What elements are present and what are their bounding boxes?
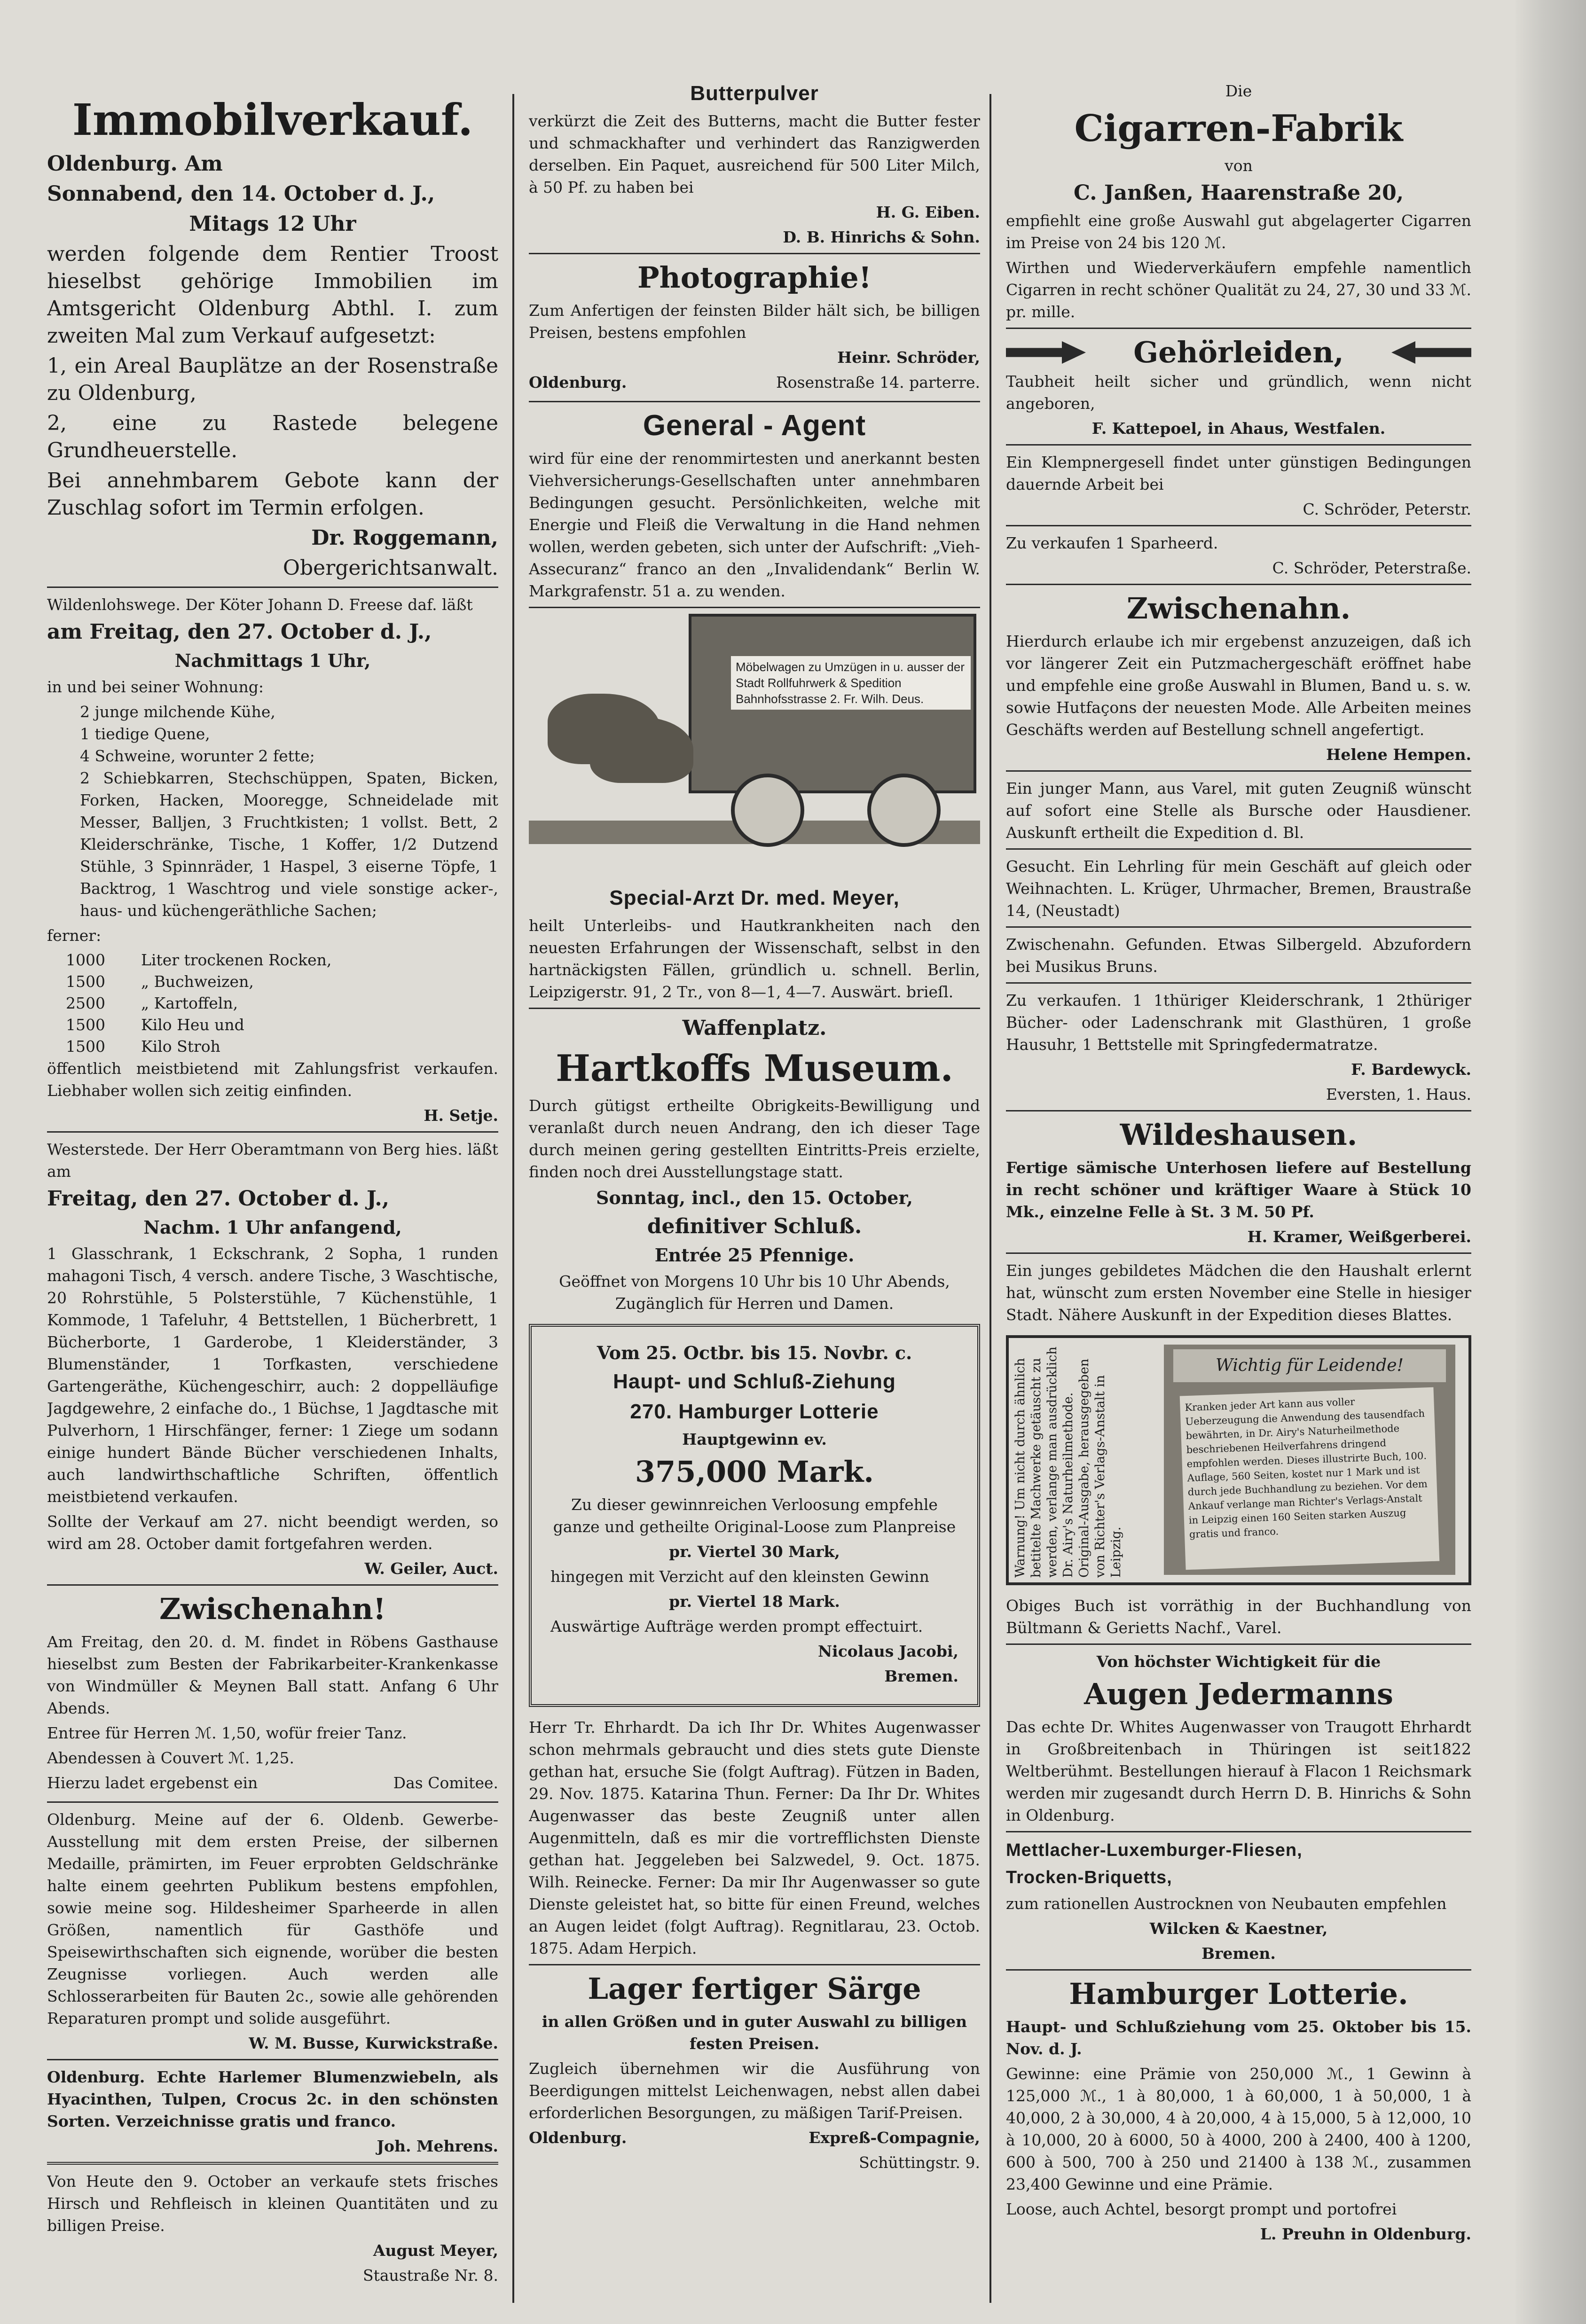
ad-line: Entrée 25 Pfennige. bbox=[654, 1244, 855, 1266]
ad-address: Eversten, 1. Haus. bbox=[1326, 1085, 1471, 1103]
ad-signature: Nicolaus Jacobi, bbox=[818, 1642, 958, 1660]
ad-line: C. Janßen, Haarenstraße 20, bbox=[1073, 181, 1404, 205]
ad-body: wird für eine der renommirtesten und anerkannt besten Viehversicherungs-Gesellschaften unter annehmbaren Bedingungen gesucht. Persönlichkeiten, welche mit Energie und Fleiß die Verwaltung in die Hand nehmen wollen, werden gebeten, sich unter der Aufschrift: „Vieh-Assecuranz“ franco an den „Invalidendank“ Berlin W. Markgrafenstr. 51 a. zu wenden. bbox=[529, 449, 980, 600]
moving-wagon-illustration bbox=[529, 614, 980, 877]
ad-signature: August Meyer, bbox=[373, 2241, 498, 2260]
ad-body: Wirthen und Wiederverkäufern empfehle namentlich Cigarren in recht schöner Qualität zu 24, 27, 30 und 33 ℳ. pr. mille. bbox=[1006, 258, 1471, 321]
divider bbox=[1006, 926, 1471, 928]
ad-line: Mitags 12 Uhr bbox=[189, 212, 356, 236]
ad-item: 2, eine zu Rastede belegene Grundheuerstelle. bbox=[47, 411, 498, 462]
ad-body: Zu verkaufen. 1 1thüriger Kleiderschrank, 1 2thüriger Bücher- oder Ladenschrank mit Glasthüren, 1 große Hausuhr, 1 Bettstelle mit Springfedermatratze. bbox=[1006, 991, 1471, 1054]
ad-body: Zum Anfertigen der feinsten Bilder hält sich, be billigen Preisen, bestens empfohlen bbox=[529, 301, 980, 342]
ad-title: Hartkoffs Museum. bbox=[556, 1047, 953, 1090]
ad-line: Hauptgewinn ev. bbox=[682, 1430, 827, 1448]
ad-line: Entree für Herren ℳ. 1,50, wofür freier Tanz. bbox=[47, 1724, 407, 1742]
ad-gehoerleiden bbox=[1006, 335, 1471, 439]
ad-line: Haupt- und Schlußziehung vom 25. Oktober bis 15. Nov. d. J. bbox=[1006, 2018, 1471, 2058]
ad-line: Abendessen à Couvert ℳ. 1,25. bbox=[47, 1749, 295, 1767]
column-3 bbox=[1006, 80, 1471, 2248]
ad-cigarren bbox=[1006, 80, 1471, 323]
ad-body: 1 Glasschrank, 1 Eckschrank, 2 Sopha, 1 runden mahagoni Tisch, 4 versch. andere Tische, 3 Waschtische, 20 Rohrstühle, 5 Polsterstühle, 7 Küchenstühle, 1 Kommode, 1 Tafeluhr, 4 Bettstellen, 1 Bücherbrett, 1 Bücherborte, 1 Garderobe, 1 Kleiderständer, 3 Blumenständer, 1 Torfkasten, verschiedene Gartengeräthe, Küchengeschirr, auch: 2 doppelläufige Jagdgewehre, 2 einfache do., 1 Büchse, 1 Jagdtasche mit Pulverhorn, 1 Hirschfänger, ferner: 1 Ziege um sodann einige hundert Bände Bücher verschiedenen Inhalts, auch landwirthschaftliche Schriften, öffentlich meistbietend verkaufen. bbox=[47, 1244, 498, 1506]
ad-body: empfiehlt eine große Auswahl gut abgelagerter Cigarren im Preise von 24 bis 120 ℳ. bbox=[1006, 211, 1471, 252]
ad-westerstede bbox=[47, 1138, 498, 1580]
ad-line: Haupt- und Schluß-Ziehung bbox=[613, 1370, 896, 1393]
divider bbox=[1006, 1110, 1471, 1111]
ad-klempner bbox=[1006, 451, 1471, 520]
ad-body: Oldenburg. Echte Harlemer Blumenzwiebeln, als Hyacinthen, Tulpen, Crocus 2c. in den schönsten Sorten. Verzeichnisse gratis und franco. bbox=[47, 2068, 498, 2130]
ad-line: Nachmittags 1 Uhr, bbox=[174, 650, 371, 671]
ad-line: Vom 25. Octbr. bis 15. Novbr. c. bbox=[597, 1342, 912, 1363]
ad-meyer bbox=[47, 2170, 498, 2286]
ad-address: Staustraße Nr. 8. bbox=[363, 2266, 498, 2285]
ad-signature: Obergerichtsanwalt. bbox=[283, 556, 498, 580]
ad-body: heilt Unterleibs- und Hautkrankheiten nach den neuesten Erfahrungen der Wissenschaft, selbst in den hartnäckigsten Fällen, gründlich u. schnell. Berlin, Leipzigerstr. 91, 2 Tr., von 8—1, 4—7. Auswärt. brieſl. bbox=[529, 916, 980, 1001]
ad-general-agent bbox=[529, 408, 980, 602]
ad-body: Zu verkaufen 1 Sparheerd. bbox=[1006, 534, 1218, 552]
ad-title: Butterpulver bbox=[690, 82, 819, 105]
ad-line: Geöffnet von Morgens 10 Uhr bis 10 Uhr Abends, Zugänglich für Herren und Damen. bbox=[559, 1272, 950, 1313]
divider bbox=[1006, 982, 1471, 984]
ad-line: Westerstede. Der Herr Oberamtmann von Berg hies. läßt am bbox=[47, 1140, 498, 1181]
ad-line: Trocken-Briquetts, bbox=[1006, 1868, 1172, 1887]
ad-white-augenwasser bbox=[529, 1716, 980, 1959]
ad-line: von bbox=[1225, 156, 1253, 175]
ad-line: pr. Viertel 18 Mark. bbox=[669, 1592, 840, 1611]
ad-body: Sollte der Verkauf am 27. nicht beendigt werden, so wird am 28. October damit fortgefahren werden. bbox=[47, 1512, 498, 1553]
ad-line: pr. Viertel 30 Mark, bbox=[669, 1542, 840, 1561]
ad-body: Durch gütigst ertheilte Obrigkeits-Bewilligung und veranlaßt durch neuen Andrang, den ich dieser Tage durch meinen gering gestellten Eintritts-Preis erzielte, finden noch drei Ausstellungstage statt. bbox=[529, 1096, 980, 1181]
divider bbox=[1006, 1643, 1471, 1645]
ad-item: 1, ein Areal Bauplätze an der Rosenstraße zu Oldenburg, bbox=[47, 354, 498, 405]
ad-line: Nachm. 1 Uhr anfangend, bbox=[143, 1217, 402, 1238]
ad-signature: C. Schröder, Peterstr. bbox=[1303, 500, 1471, 518]
page-edge bbox=[1515, 0, 1586, 2324]
ad-line: 270. Hamburger Lotterie bbox=[630, 1400, 879, 1423]
divider bbox=[529, 1008, 980, 1009]
ad-title: General - Agent bbox=[643, 409, 866, 442]
ad-hamburger-lotterie bbox=[1006, 1976, 1471, 2245]
ad-lotterie-jacobi bbox=[529, 1324, 980, 1707]
ad-footer bbox=[47, 1772, 498, 1797]
ad-line: in und bei seiner Wohnung: bbox=[47, 678, 264, 696]
ad-title: Special-Arzt Dr. med. Meyer, bbox=[609, 886, 900, 909]
ad-title: Wildeshausen. bbox=[1120, 1118, 1358, 1152]
ad-title: Augen Jedermanns bbox=[1084, 1677, 1393, 1711]
ad-title: Zwischenahn. bbox=[1126, 591, 1351, 626]
ad-signature: W. Geiler, Auct. bbox=[364, 1559, 498, 1578]
ad-title: Photographie! bbox=[637, 260, 872, 295]
wagon-sign: Möbelwagen zu Umzügen in u. ausser der Stadt Rollfuhrwerk & Spedition Bahnhofsstrasse 2. Fr. Wilh. Deus. bbox=[731, 656, 971, 710]
illustration-title: Wichtig für Leidende! bbox=[1173, 1349, 1446, 1382]
wheel-icon bbox=[867, 774, 941, 847]
column-rule bbox=[989, 94, 991, 2303]
ad-title: Gehörleiden, bbox=[1133, 335, 1344, 369]
ad-maedchen: Ein junges gebildetes Mädchen die den Haushalt erlernt hat, wünscht zum ersten November eine Stelle in hiesiger Stadt. Nähere Auskunft in der Expedition dieses Blattes. bbox=[1006, 1261, 1471, 1324]
ad-signature: H. Kramer, Weißgerberei. bbox=[1247, 1228, 1471, 1246]
ad-line: Oldenburg. Am bbox=[47, 152, 223, 176]
ad-body: Herr Tr. Ehrhardt. Da ich Ihr Dr. Whites Augenwasser schon mehrmals gebraucht und dies stets gute Dienste gethan hat, ersuche Sie (folgt Auftrag). Fützen in Baden, 29. Nov. 1875. Katarina Thun. Ferner: Da Ihr Dr. Whites Augenwasser das beste Zeugniß unter allen Augenmitteln, daß es mir die vortrefflichsten Dienste gethan hat. Jeggeleben bei Salzwedel, 9. Oct. 1875. Wilh. Reinecke. Ferner: Da mir Ihr Augenwasser so gute Dienste geleistet hat, so bitte für einen Freund, welches an Augen leidet (folgt Auftrag). Regnitlarau, 23. Octob. 1875. Adam Herpich. bbox=[529, 1718, 980, 1957]
ad-busse bbox=[47, 1808, 498, 2054]
list-item: 1500 Kilo Heu und bbox=[66, 1016, 244, 1034]
book-illustration bbox=[1164, 1345, 1455, 1575]
ad-mehrens bbox=[47, 2066, 498, 2157]
list-item: 1500 Kilo Stroh bbox=[66, 1037, 220, 1056]
wheel-icon bbox=[731, 774, 804, 847]
ad-line: in allen Größen und in guter Auswahl zu billigen festen Preisen. bbox=[542, 2012, 967, 2053]
ad-signature: Joh. Mehrens. bbox=[377, 2137, 498, 2155]
ad-body: Gewinne: eine Prämie von 250,000 ℳ., 1 Gewinn à 125,000 ℳ., 1 à 80,000, 1 à 60,000, 1 à 50,000, 1 à 40,000, 2 à 30,000, 4 à 20,000, 4 à 15,000, 5 à 12,000, 10 à 10,000, 20 à 6000, 50 à 4000, 200 à 2400, 400 à 1200, 600 à 500, 700 à 250 und 21400 à 138 ℳ., zusammen 23,400 Gewinne und eine Prämie. bbox=[1006, 2065, 1471, 2193]
ad-augen-jedermanns bbox=[1006, 1651, 1471, 1826]
ad-signature: C. Schröder, Peterstraße. bbox=[1272, 559, 1471, 577]
ad-signature: Bremen. bbox=[1201, 1944, 1276, 1963]
horse-icon bbox=[590, 717, 693, 783]
ad-body: zum rationellen Austrocknen von Neubauten empfehlen bbox=[1006, 1894, 1447, 1913]
column-1 bbox=[47, 80, 498, 2289]
ad-title: Hamburger Lotterie. bbox=[1069, 1977, 1408, 2011]
divider bbox=[529, 401, 980, 402]
ad-body: werden folgende dem Rentier Troost hieselbst gehörige Immobilien im Amtsgericht Oldenburg Abthl. I. zum zweiten Mal zum Verkauf aufgesetzt: bbox=[47, 242, 498, 348]
ad-body: Ein Klempnergesell findet unter günstigen Bedingungen dauernde Arbeit bei bbox=[1006, 453, 1471, 493]
divider bbox=[47, 1801, 498, 1803]
ad-place: Oldenburg. bbox=[529, 2128, 627, 2147]
divider bbox=[529, 253, 980, 254]
ad-body: öffentlich meistbietend mit Zahlungsfrist verkaufen. Liebhaber wollen sich zeitig einfinden. bbox=[47, 1059, 498, 1100]
ad-signature: F. Kattepoel, in Ahaus, Westfalen. bbox=[1091, 419, 1386, 438]
ad-gefunden: Zwischenahn. Gefunden. Etwas Silbergeld. Abzufordern bei Musikus Bruns. bbox=[1006, 935, 1471, 976]
ad-signature: H. G. Eiben. bbox=[876, 203, 980, 221]
divider bbox=[47, 2059, 498, 2060]
ad-zwischenahn-ball bbox=[47, 1591, 498, 1797]
ad-line: Sonntag, incl., den 15. October, bbox=[596, 1187, 913, 1208]
ad-signature: Das Comitee. bbox=[393, 1774, 498, 1792]
pointing-hand-icon bbox=[1391, 341, 1471, 364]
ad-subtitle: Waffenplatz. bbox=[682, 1016, 827, 1040]
ad-mettlacher bbox=[1006, 1838, 1471, 1964]
divider bbox=[1006, 328, 1471, 329]
ad-signature: Bremen. bbox=[884, 1667, 958, 1685]
divider bbox=[1006, 1831, 1471, 1832]
divider bbox=[1006, 525, 1471, 526]
divider bbox=[1006, 770, 1471, 772]
ad-body: Taubheit heilt sicher und gründlich, wenn nicht angeboren, bbox=[1006, 372, 1471, 413]
divider bbox=[47, 1131, 498, 1133]
ad-junger-mann: Ein junger Mann, aus Varel, mit guten Zeugniß wünscht auf sofort eine Stelle als Bursche oder Hausdiener. Auskunft ertheilt die Expedition d. Bl. bbox=[1006, 779, 1471, 842]
ad-line: ferner: bbox=[47, 926, 102, 945]
ad-line: am Freitag, den 27. October d. J., bbox=[47, 620, 432, 644]
ad-line: Wildenlohswege. Der Köter Johann D. Freese daf. läßt bbox=[47, 595, 473, 614]
quantity-list bbox=[47, 949, 498, 1057]
ad-line: Loose, auch Achtel, besorgt prompt und portofrei bbox=[1006, 2200, 1397, 2218]
warning-text: Warnung! Um nicht durch ähnlich betitelte Machwerke getäuscht zu werden, verlange man ausdrücklich Dr. Airy's Naturheilmethode. Original-Ausgabe, herausgegeben von Richter's Verlags-Anstalt in Leipzig. bbox=[1013, 1346, 1123, 1578]
ad-address: Schüttingstr. 9. bbox=[859, 2153, 980, 2172]
ad-line: Sonnabend, den 14. October d. J., bbox=[47, 182, 435, 206]
ad-saerge bbox=[529, 1971, 980, 2174]
ad-body: Obiges Buch ist vorräthig in der Buchhandlung von Bültmann & Gerietts Nachf., Varel. bbox=[1006, 1596, 1471, 1637]
ad-body: Von Heute den 9. October an verkaufe stets frisches Hirsch und Rehfleisch in kleinen Quantitäten und zu billigen Preise. bbox=[47, 2172, 498, 2235]
ad-signature: Heinr. Schröder, bbox=[837, 348, 980, 367]
ad-title: Zwischenahn! bbox=[159, 1592, 386, 1626]
column-2 bbox=[529, 80, 980, 2176]
ad-immobilverkauf bbox=[47, 94, 498, 582]
ad-line: Von höchster Wichtigkeit für die bbox=[1096, 1652, 1381, 1671]
divider bbox=[1006, 1252, 1471, 1254]
ad-line: hingegen mit Verzicht auf den kleinsten Gewinn bbox=[550, 1567, 929, 1586]
list-item: 1000 Liter trockenen Rocken, bbox=[66, 951, 332, 969]
ad-signature: Wilcken & Kaestner, bbox=[1149, 1919, 1328, 1938]
illustration-paper: Kranken jeder Art kann aus voller Ueberzeugung die Anwendung des tausendfach bewährten, in Dr. Airy's Naturheilmethode beschriebenen Heilverfahrens dringend empfohlen werden. Dieses illustrirte Buch, 100. Auflage, 560 Seiten, kostet nur 1 Mark und ist durch jede Buchhandlung zu beziehen. Vor dem Ankauf verlange man Richter's Verlags-Anstalt in Leipzig einen 160 Seiten starken Auszug gratis und franco. bbox=[1180, 1387, 1440, 1570]
ad-signature: L. Preuhn in Oldenburg. bbox=[1260, 2225, 1471, 2243]
ad-place: Oldenburg. bbox=[529, 373, 627, 391]
ad-title: Cigarren-Fabrik bbox=[1074, 107, 1403, 150]
ad-special-arzt bbox=[529, 884, 980, 1003]
ad-address: Rosenstraße 14. parterre. bbox=[776, 373, 980, 391]
ad-body: Zugleich übernehmen wir die Ausführung von Beerdigungen mittelst Leichenwagen, nebst allen dabei erforderlichen Besorgungen, zu mäßigen Tarif-Preisen. bbox=[529, 2059, 980, 2122]
ad-title: Immobilverkauf. bbox=[72, 94, 473, 145]
divider bbox=[47, 1584, 498, 1586]
ad-sparheerd bbox=[1006, 532, 1471, 579]
ad-items: 2 junge milchende Kühe, 1 tiedige Quene, 4 Schweine, worunter 2 fette; 2 Schiebkarren, Stechschüppen, Spaten, Bicken, Forken, Hacken, Mooregge, Schneidelade mit Messer, Balljen, 3 Fruchtkisten; 1 vollst. Bett, 2 Kleiderschränke, Tische, 1 Koffer, 1/2 Dutzend Stühle, 3 Spinnräder, 1 Haspel, 3 eiserne Töpfe, 1 Backtrog, 1 Waschtrog und viele sonstige acker-, haus- und küchengeräthliche Sachen; bbox=[80, 703, 498, 920]
ad-body: verkürzt die Zeit des Butterns, macht die Butter fester und schmackhafter und verhindert das Ranzigwerden derselben. Ein Paquet, ausreichend für 500 Liter Milch, à 50 Pf. zu haben bei bbox=[529, 112, 980, 196]
ad-body: Zu dieser gewinnreichen Verloosung empfehle ganze und getheilte Original-Loose zum Planpreise bbox=[553, 1495, 956, 1536]
ad-photographie bbox=[529, 260, 980, 396]
ad-signature: Helene Hempen. bbox=[1326, 745, 1471, 764]
ad-line: Hierzu ladet ergebenst ein bbox=[47, 1774, 258, 1792]
list-item: 2500 „ Kartoffeln, bbox=[66, 994, 238, 1012]
divider bbox=[1006, 584, 1471, 585]
divider bbox=[1006, 1969, 1471, 1971]
list-item: 1500 „ Buchweizen, bbox=[66, 972, 254, 991]
ad-signature: Dr. Roggemann, bbox=[311, 526, 498, 550]
ad-zwischenahn-putz bbox=[1006, 591, 1471, 766]
ad-body: Am Freitag, den 20. d. M. findet in Röbens Gasthause hieselbst zum Besten der Fabrikarbeiter-Krankenkasse von Windmüller & Meynen Ball statt. Anfang 6 Uhr Abends. bbox=[47, 1633, 498, 1717]
ad-signature: W. M. Busse, Kurwickstraße. bbox=[249, 2034, 498, 2052]
ad-line: Freitag, den 27. October d. J., bbox=[47, 1187, 390, 1211]
divider bbox=[47, 587, 498, 588]
ad-signature: H. Setje. bbox=[424, 1106, 498, 1125]
ad-title: Lager fertiger Särge bbox=[588, 1972, 921, 2006]
ad-hartkoffs-museum bbox=[529, 1015, 980, 1315]
ad-line: 375,000 Mark. bbox=[635, 1455, 874, 1489]
divider bbox=[1006, 848, 1471, 850]
ad-line: definitiver Schluß. bbox=[647, 1214, 862, 1238]
ad-body: Hierdurch erlaube ich mir ergebenst anzuzeigen, daß ich vor längerer Zeit ein Putzmachergeschäft eröffnet habe und empfehle eine große Auswahl in Blumen, Band u. s. w. sowie Hutfaçons der neuesten Mode. Alle Arbeiten meines Geschäfts werden auf Bestellung schnell angefertigt. bbox=[1006, 632, 1471, 739]
ad-butterpulver bbox=[529, 80, 980, 248]
ad-airy-naturheilmethode bbox=[1006, 1335, 1471, 1585]
ad-line: Mettlacher-Luxemburger-Fliesen, bbox=[1006, 1840, 1303, 1860]
column-rule bbox=[512, 94, 514, 2303]
ad-body: Das echte Dr. Whites Augenwasser von Traugott Ehrhardt in Großbreitenbach in Thüringen ist seit1822 Weltberühmt. Bestellungen hierauf à Flacon 1 Reichsmark werden mir zugesandt durch Herrn D. B. Hinrichs & Sohn in Oldenburg. bbox=[1006, 1718, 1471, 1824]
pointing-hand-icon bbox=[1006, 341, 1086, 364]
ad-body: Fertige sämische Unterhosen liefere auf Bestellung in recht schöner und kräftiger Waare à Stück 10 Mk., einzelne Felle à St. 3 M. 50 Pf. bbox=[1006, 1158, 1471, 1221]
ad-wildeshausen bbox=[1006, 1117, 1471, 1248]
ad-lehrling: Gesucht. Ein Lehrling für mein Geschäft auf gleich oder Weihnachten. L. Krüger, Uhrmacher, Bremen, Braustraße 14, (Neustadt) bbox=[1006, 857, 1471, 920]
divider bbox=[47, 2162, 498, 2165]
ad-bardewyck bbox=[1006, 989, 1471, 1105]
divider bbox=[529, 1964, 980, 1965]
ad-line: Auswärtige Aufträge werden prompt effectuirt. bbox=[550, 1617, 923, 1635]
ad-signature: Expreß-Compagnie, bbox=[809, 2128, 980, 2147]
ad-signature: D. B. Hinrichs & Sohn. bbox=[783, 228, 980, 246]
ad-line: Die bbox=[1225, 82, 1252, 100]
ad-wildenlohswege bbox=[47, 594, 498, 1127]
ad-body: Bei annehmbarem Gebote kann der Zuschlag sofort im Termin erfolgen. bbox=[47, 469, 498, 520]
ad-body: Oldenburg. Meine auf der 6. Oldenb. Gewerbe-Ausstellung mit dem ersten Preise, der silbernen Medaille, prämirten, im Feuer erprobten Geldschränke halte einem geehrten Publikum bestens empfohlen, sowie meine sog. Hildesheimer Sparheerde in allen Größen, namentlich für Gasthöfe und Speisewirthschaften sich eignende, worüber die besten Zeugnisse vorliegen. Auch werden alle Schlosserarbeiten für Bauten 2c., sowie alle gehörenden Reparaturen prompt und solide ausgeführt. bbox=[47, 1810, 498, 2027]
divider bbox=[1006, 444, 1471, 446]
ad-signature: F. Bardewyck. bbox=[1351, 1060, 1471, 1079]
divider bbox=[529, 607, 980, 608]
